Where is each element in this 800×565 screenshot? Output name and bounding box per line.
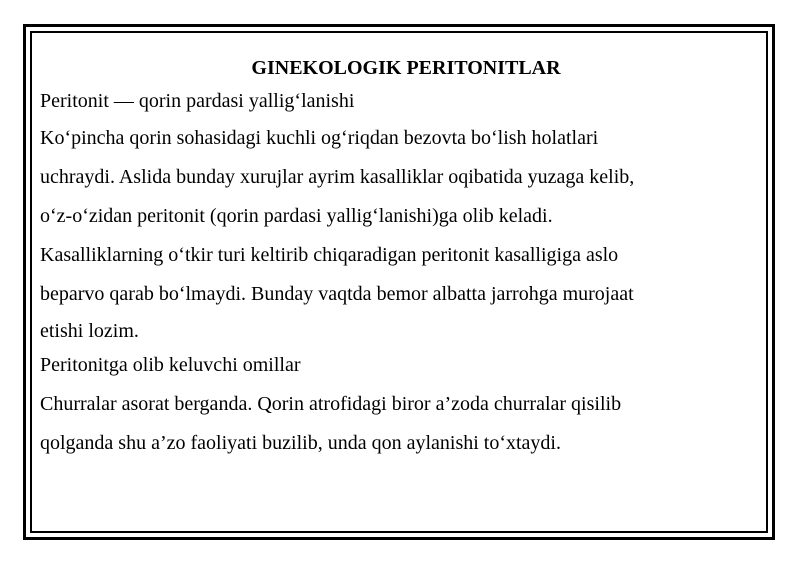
paragraph-1: [40, 119, 752, 349]
definition-line: Peritonit — qorin pardasi yallig‘lanishi: [40, 90, 355, 112]
paragraph-line: Ko‘pincha qorin sohasidagi kuchli og‘riqdan bezovta bo‘lish holatlari: [40, 127, 599, 149]
paragraph-line: o‘z-o‘zidan peritonit (qorin pardasi yallig‘lanishi)ga olib keladi.: [40, 205, 553, 227]
paragraph-2: [40, 385, 752, 463]
paragraph-line: uchraydi. Aslida bunday xurujlar ayrim kasalliklar oqibatida yuzaga kelib,: [40, 166, 635, 188]
paragraph-line: Churralar asorat berganda. Qorin atrofidagi biror a’zoda churralar qisilib: [40, 393, 622, 415]
document-body: [40, 55, 752, 463]
paragraph-line: etishi lozim.: [40, 320, 139, 342]
paragraph-line: Kasalliklarning o‘tkir turi keltirib chiqaradigan peritonit kasalligiga aslo: [40, 244, 619, 266]
paragraph-line: beparvo qarab bo‘lmaydi. Bunday vaqtda bemor albatta jarrohga murojaat: [40, 283, 634, 305]
section-subheading: Peritonitga olib keluvchi omillar: [40, 354, 301, 376]
document-title: GINEKOLOGIK PERITONITLAR: [251, 57, 561, 79]
paragraph-line: qolganda shu a’zo faoliyati buzilib, unda qon aylanishi to‘xtaydi.: [40, 432, 561, 454]
